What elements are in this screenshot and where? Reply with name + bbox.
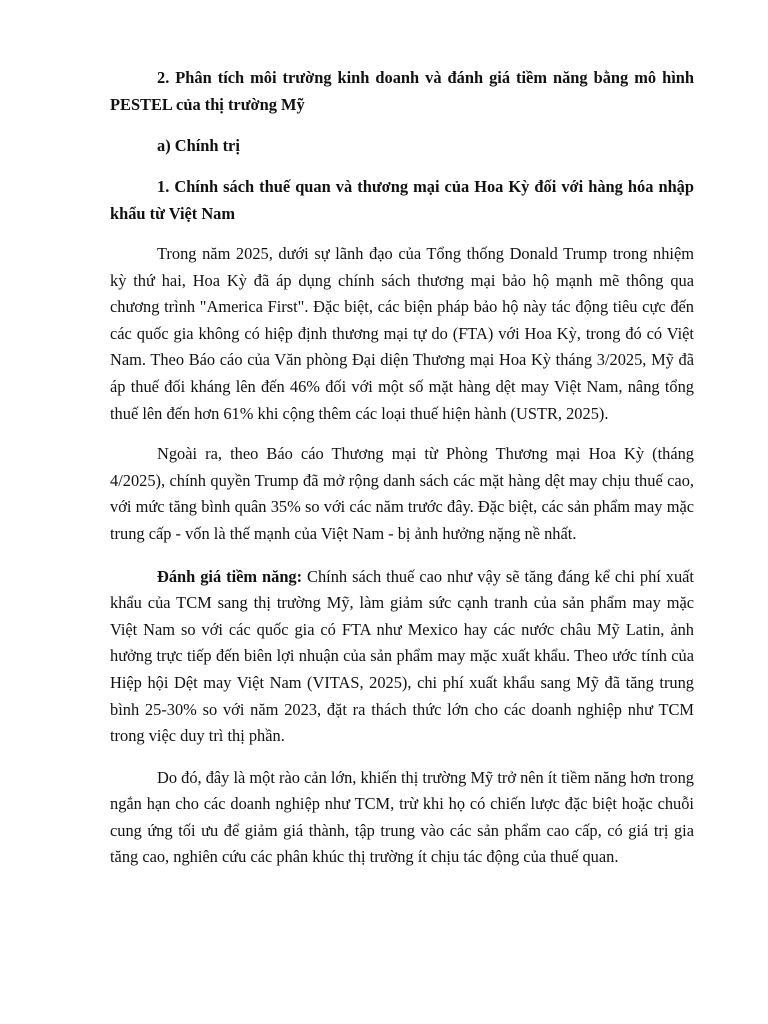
section-heading: 2. Phân tích môi trường kinh doanh và đánh giá tiềm năng bằng mô hình PESTEL của thị trường Mỹ — [110, 68, 694, 114]
subsection-heading: a) Chính trị — [157, 136, 240, 155]
assessment-label: Đánh giá tiềm năng: — [157, 566, 303, 586]
paragraph-assessment — [110, 564, 694, 750]
paragraph-trade-report: Ngoài ra, theo Báo cáo Thương mại từ Phòng Thương mại Hoa Kỳ (tháng 4/2025), chính quyền Trump đã mở rộng danh sách các mặt hàng dệt may chịu thuế cao, với mức tăng bình quân 35% so với các năm trước đây. Đặc biệt, các sản phẩm may mặc trung cấp - vốn là thế mạnh của Việt Nam - bị ảnh hưởng nặng nề nhất. — [110, 444, 694, 543]
assessment-text: Chính sách thuế cao như vậy sẽ tăng đáng kể chi phí xuất khẩu của TCM sang thị trường Mỹ, làm giảm sức cạnh tranh của sản phẩm may mặc Việt Nam so với các quốc gia có FTA như Mexico hay các nước châu Mỹ Latin, ảnh hưởng trực tiếp đến biên lợi nhuận của sản phẩm may mặc xuất khẩu. Theo ước tính của Hiệp hội Dệt may Việt Nam (VITAS, 2025), chi phí xuất khẩu sang Mỹ đã tăng trung bình 25-30% so với năm 2023, đặt ra thách thức lớn cho các doanh nghiệp như TCM trong việc duy trì thị phần. — [110, 566, 694, 746]
item-heading: 1. Chính sách thuế quan và thương mại của Hoa Kỳ đối với hàng hóa nhập khẩu từ Việt Nam — [110, 177, 694, 223]
document-page — [110, 64, 694, 871]
paragraph-conclusion: Do đó, đây là một rào cản lớn, khiến thị trường Mỹ trở nên ít tiềm năng hơn trong ngắn hạn cho các doanh nghiệp như TCM, trừ khi họ có chiến lược đặc biệt hoặc chuỗi cung ứng tối ưu để giảm giá thành, tập trung vào các sản phẩm cao cấp, có giá trị gia tăng cao, nghiên cứu các phân khúc thị trường ít chịu tác động của thuế quan. — [110, 767, 695, 867]
paragraph-tariff-policy: Trong năm 2025, dưới sự lãnh đạo của Tổng thống Donald Trump trong nhiệm kỳ thứ hai, Hoa Kỳ đã áp dụng chính sách thương mại bảo hộ mạnh mẽ thông qua chương trình "America First". Đặc biệt, các biện pháp bảo hộ này tác động tiêu cực đến các quốc gia không có hiệp định thương mại tự do (FTA) với Hoa Kỳ, trong đó có Việt Nam. Theo Báo cáo của Văn phòng Đại diện Thương mại Hoa Kỳ tháng 3/2025, Mỹ đã áp thuế đối kháng lên đến 46% đối với một số mặt hàng dệt may Việt Nam, nâng tổng thuế lên đến hơn 61% khi cộng thêm các loại thuế hiện hành (USTR, 2025). — [110, 244, 694, 423]
